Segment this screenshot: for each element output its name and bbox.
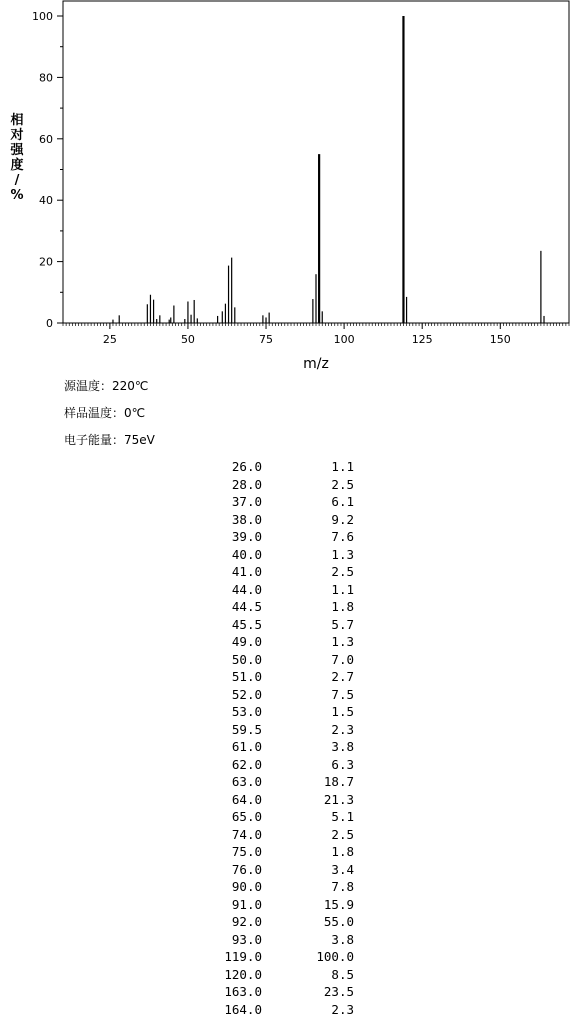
peak-mz: 92.0 [231,914,262,929]
peak-intensity: 7.0 [331,651,354,667]
peak-row [200,738,380,756]
peak-row [200,528,380,546]
peak-intensity: 5.1 [331,809,354,824]
peak-row [200,948,380,966]
peak-intensity: 1.1 [331,581,354,597]
mass-spectrum-chart [0,0,570,380]
electron-energy: 电子能量：75eV [64,433,155,447]
peak-mz: 120.0 [224,966,262,982]
peak-mz: 40.0 [231,546,262,562]
peak-mz: 45.5 [231,616,262,632]
peak-mz: 91.0 [231,896,262,912]
peak-mz: 93.0 [231,931,262,947]
peak-intensity: 6.1 [331,494,354,509]
peak-intensity: 3.4 [331,861,354,877]
peak-intensity: 1.3 [331,634,354,649]
peak-intensity: 23.5 [323,984,354,999]
peak-mz: 26.0 [231,459,262,474]
peak-mz: 64.0 [231,791,262,807]
source-temperature: 源温度：220℃ [64,379,149,393]
peak-intensity: 2.5 [331,564,354,579]
peak-intensity: 3.8 [331,931,354,947]
peak-intensity: 18.7 [323,774,354,789]
peak-row [200,668,380,686]
peak-intensity: 2.5 [331,826,354,842]
peak-intensity: 100.0 [316,949,354,964]
peak-intensity: 1.8 [331,844,354,859]
peak-row [200,546,380,564]
peak-mz: 49.0 [231,634,262,649]
peak-mz: 119.0 [224,949,262,964]
y-tick-label: 80 [39,71,53,85]
peak-row [200,476,380,494]
peak-mz: 62.0 [231,756,262,772]
peak-row [200,931,380,949]
peak-intensity: 7.8 [331,879,354,894]
y-tick-label: 60 [39,132,53,146]
peak-intensity: 1.1 [331,459,354,474]
peak-row [200,598,380,616]
peak-intensity: 3.8 [331,739,354,754]
peak-intensity: 1.8 [331,599,354,614]
peak-mz: 44.5 [231,599,262,614]
peak-mz: 74.0 [231,826,262,842]
peak-intensity: 9.2 [331,511,354,527]
peak-row [200,633,380,651]
x-tick-label: 100 [333,333,355,346]
peak-intensity: 15.9 [323,896,354,912]
peak-mz: 37.0 [231,494,262,509]
x-axis-ticks [103,323,511,346]
peak-intensity: 1.5 [331,704,354,719]
peak-mz: 44.0 [231,581,262,597]
y-tick-label: 100 [32,10,53,23]
peak-intensity: 2.7 [331,669,354,684]
x-axis-label: m/z [303,356,329,372]
x-tick-label: 150 [489,333,511,346]
peak-row [200,808,380,826]
peak-table [200,458,380,1018]
peak-row [200,458,380,476]
peak-row [200,563,380,581]
peak-row [200,966,380,984]
peak-mz: 39.0 [231,529,262,544]
y-axis-ticks [32,10,63,330]
peak-row [200,756,380,774]
peak-intensity: 2.5 [331,476,354,492]
peak-mz: 41.0 [231,564,262,579]
peak-row [200,983,380,1001]
peak-mz: 63.0 [231,774,262,789]
peak-intensity: 7.6 [331,529,354,544]
x-tick-label: 75 [259,333,274,346]
x-tick-label: 50 [180,333,195,346]
peak-intensity: 6.3 [331,756,354,772]
peak-intensity: 2.3 [331,1001,354,1017]
peak-intensity: 55.0 [323,914,354,929]
peak-mz: 163.0 [224,984,262,999]
x-tick-label: 25 [102,333,117,346]
peak-mz: 51.0 [231,669,262,684]
y-tick-label: 0 [46,317,53,330]
peak-mz: 90.0 [231,879,262,894]
peak-mz: 59.5 [231,721,262,737]
y-tick-label: 20 [39,255,53,269]
sample-temperature: 样品温度：0℃ [64,406,146,420]
peak-intensity: 2.3 [331,721,354,737]
peak-intensity: 8.5 [331,966,354,982]
peak-row [200,493,380,511]
peak-row [200,843,380,861]
peak-row [200,703,380,721]
peak-mz: 164.0 [224,1001,262,1017]
y-axis-label: 相对强度/ % [10,113,24,203]
peak-row [200,826,380,844]
peak-row [200,861,380,879]
peak-row [200,651,380,669]
peak-mz: 28.0 [231,476,262,492]
peak-row [200,581,380,599]
peak-row [200,616,380,634]
peak-mz: 38.0 [231,511,262,527]
peak-mz: 52.0 [231,686,262,702]
peak-mz: 53.0 [231,704,262,719]
peak-row [200,791,380,809]
y-tick-label: 40 [39,194,53,208]
peak-row [200,511,380,529]
peak-row [200,913,380,931]
spectrum-bars [113,16,544,323]
peak-mz: 76.0 [231,861,262,877]
peak-mz: 75.0 [231,844,262,859]
peak-row [200,721,380,739]
peak-row [200,878,380,896]
peak-row [200,686,380,704]
x-tick-label: 125 [411,333,433,346]
peak-mz: 65.0 [231,809,262,824]
peak-intensity: 1.3 [331,546,354,562]
peak-intensity: 7.5 [331,686,354,702]
peak-intensity: 21.3 [323,791,354,807]
peak-row [200,896,380,914]
peak-intensity: 5.7 [331,616,354,632]
peak-mz: 61.0 [231,739,262,754]
peak-row [200,1001,380,1019]
peak-row [200,773,380,791]
peak-mz: 50.0 [231,651,262,667]
